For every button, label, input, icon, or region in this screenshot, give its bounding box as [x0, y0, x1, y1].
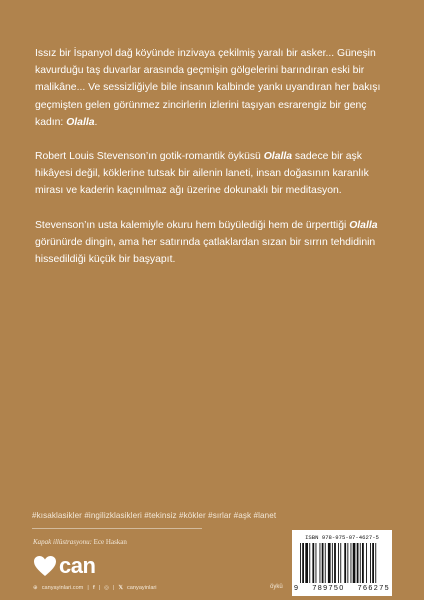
- heart-icon: [33, 555, 57, 577]
- cover-credit: [33, 538, 127, 546]
- separator: |: [87, 585, 89, 591]
- publisher-name: can: [59, 553, 96, 578]
- x-icon[interactable]: 𝕏: [118, 585, 123, 591]
- title-emphasis: Olalla: [349, 219, 378, 231]
- globe-icon: ⊕: [33, 585, 38, 591]
- blurb-paragraph-2: [35, 148, 389, 200]
- blurb-p3-start: Stevenson’ın usta kalemiyle okuru hem büyülediği hem de ürperttiği: [35, 219, 350, 231]
- barcode-group-2: 766275: [357, 583, 390, 592]
- barcode-group-1: 789750: [312, 583, 345, 592]
- website-link[interactable]: canyayinlari.com: [41, 585, 84, 591]
- genre-label: öykü: [270, 584, 283, 590]
- title-emphasis: Olalla: [66, 116, 95, 128]
- separator: |: [98, 585, 101, 591]
- hashtags: #kısaklasikler #ingilizklasikleri #tekinsiz #kökler #sırlar #aşk #lanet: [32, 511, 277, 520]
- back-cover-blurb: [35, 45, 389, 285]
- barcode: [292, 530, 392, 596]
- barcode-bars: [300, 543, 384, 583]
- publisher-logo: [33, 555, 95, 577]
- barcode-first-digit: 9: [294, 583, 300, 592]
- credit-label: Kapak illüstrasyonu:: [33, 538, 92, 546]
- facebook-icon[interactable]: f: [92, 585, 95, 591]
- social-handle[interactable]: canyayinlari: [127, 585, 157, 591]
- isbn-text: ISBN 978-975-07-4627-5: [305, 534, 379, 541]
- blurb-p1-text: Issız bir İspanyol dağ köyünde inzivaya çekilmiş yaralı bir asker... Güneşin kavurduğu taş duvarlar arasında geçmişin gölgelerini barındıran eski bir malikâne... Ve sessizliğiyle bile insanın kalbinde yankı uyandıran her bakışı geçmişten gelen görünmez zincirlerin izlerini taşıyan esrarengiz bir genç kadın:: [35, 48, 381, 128]
- separator: |: [113, 585, 115, 591]
- credit-name: Ece Haskan: [93, 538, 127, 546]
- blurb-p3-end: görünürde dingin, ama her satırında çatlaklardan sızan bir sırrın tehdidinin hissedildiği küçük bir başyapıt.: [35, 236, 376, 266]
- divider: [32, 528, 202, 529]
- barcode-digits: [294, 583, 390, 592]
- instagram-icon[interactable]: ◎: [104, 585, 110, 591]
- publisher-social: [33, 585, 157, 591]
- blurb-paragraph-3: [35, 217, 389, 269]
- blurb-p2-start: Robert Louis Stevenson’ın gotik-romantik öyküsü: [35, 151, 264, 163]
- blurb-p2-end: sadece bir aşk hikâyesi değil, köklerine tutsak bir ailenin laneti, insan doğasının karanlık mirası ve kaderin kaçınılmaz ağı üzerine dokunaklı bir meditasyon.: [35, 151, 369, 197]
- title-emphasis: Olalla: [263, 151, 293, 163]
- blurb-p1-end: .: [94, 116, 98, 128]
- blurb-paragraph-1: [35, 45, 389, 131]
